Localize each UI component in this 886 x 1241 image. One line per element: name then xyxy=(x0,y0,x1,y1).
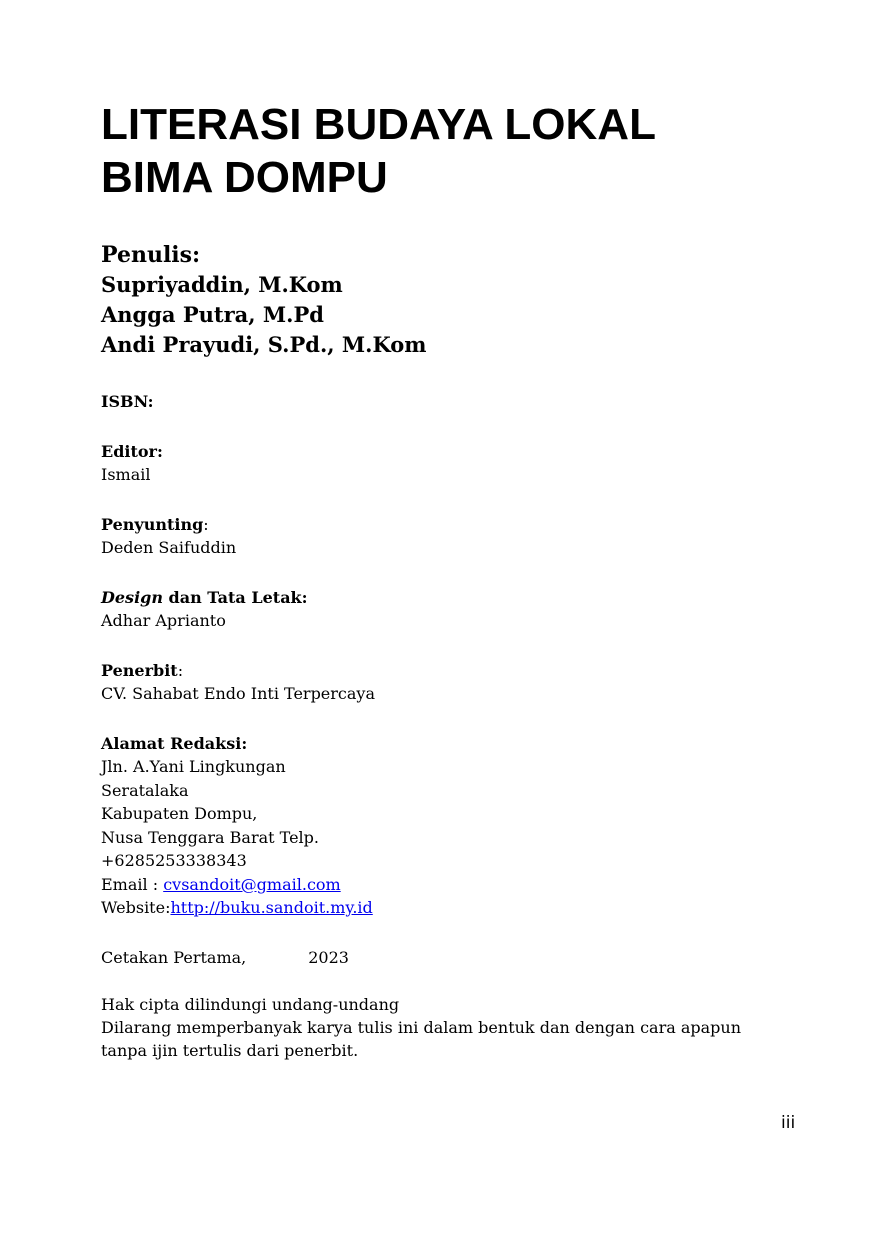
website-link[interactable]: http://buku.sandoit.my.id xyxy=(170,898,373,917)
authors-section xyxy=(101,240,801,360)
alamat-line: Nusa Tenggara Barat Telp. xyxy=(101,827,319,847)
authors-heading: Penulis: xyxy=(101,242,201,268)
copyright-notice xyxy=(101,993,801,1062)
website-label: Website: xyxy=(101,898,171,917)
penerbit-label-line xyxy=(101,659,801,683)
book-title-line-2: BIMA DOMPU xyxy=(101,153,388,202)
editor-section xyxy=(101,440,801,487)
imprint-content xyxy=(101,98,801,1062)
penyunting-section xyxy=(101,513,801,560)
alamat-line: Kabupaten Dompu, xyxy=(101,804,258,823)
alamat-phone: +6285253338343 xyxy=(101,851,247,870)
printing-label: Cetakan Pertama, xyxy=(101,947,247,967)
design-section xyxy=(101,586,801,633)
design-value: Adhar Aprianto xyxy=(101,611,226,630)
penerbit-label: Penerbit xyxy=(101,660,178,680)
author-name: Angga Putra, M.Pd xyxy=(101,302,324,327)
email-label: Email : xyxy=(101,874,164,894)
editor-value: Ismail xyxy=(101,465,151,484)
author-name: Supriyaddin, M.Kom xyxy=(101,272,343,297)
alamat-label: Alamat Redaksi: xyxy=(101,733,248,753)
editor-label: Editor: xyxy=(101,441,163,461)
copyright-line-3: tanpa ijin tertulis dari penerbit. xyxy=(101,1041,359,1060)
penerbit-value: CV. Sahabat Endo Inti Terpercaya xyxy=(101,684,375,703)
book-title-line-1: LITERASI BUDAYA LOKAL xyxy=(101,100,656,149)
penerbit-section xyxy=(101,659,801,706)
page-number: iii xyxy=(781,1113,796,1133)
penerbit-colon: : xyxy=(177,660,184,680)
author-name: Andi Prayudi, S.Pd., M.Kom xyxy=(101,332,427,357)
printing-info xyxy=(101,946,801,970)
email-link[interactable]: cvsandoit@gmail.com xyxy=(163,874,341,894)
copyright-line-2: Dilarang memperbanyak karya tulis ini dalam bentuk dan dengan cara apapun xyxy=(101,1018,742,1037)
isbn-section xyxy=(101,390,801,414)
alamat-line: Seratalaka xyxy=(101,780,189,800)
isbn-label: ISBN: xyxy=(101,392,154,411)
design-label-line xyxy=(101,586,801,610)
penyunting-label: Penyunting xyxy=(101,514,204,534)
penyunting-colon: : xyxy=(203,514,209,534)
design-label-italic: Design xyxy=(101,587,163,607)
book-title xyxy=(101,98,801,204)
copyright-line-1: Hak cipta dilindungi undang-undang xyxy=(101,995,400,1014)
email-line xyxy=(101,873,801,897)
website-line xyxy=(101,896,801,920)
alamat-line: Jln. A.Yani Lingkungan xyxy=(101,757,286,776)
penyunting-value: Deden Saifuddin xyxy=(101,538,237,557)
alamat-section xyxy=(101,732,801,920)
design-label-rest: dan Tata Letak: xyxy=(162,587,308,607)
penyunting-label-line xyxy=(101,513,801,537)
printing-year: 2023 xyxy=(308,947,349,967)
